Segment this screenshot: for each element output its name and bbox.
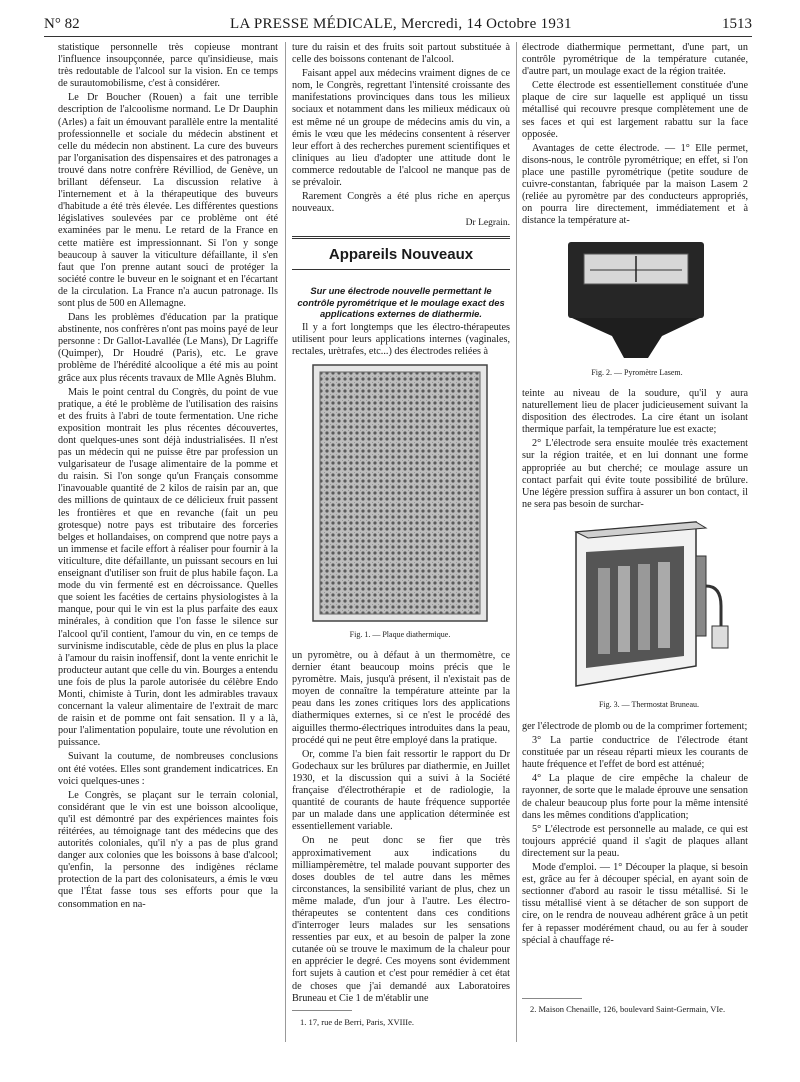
thermostat-illustration — [566, 516, 732, 696]
paragraph: Faisant appel aux médecins vraiment dignes de ce nom, le Congrès, regrettant l'intensité croissante des manifestations provinciques dans tous les milieux sociaux et notamment dans les milieux médicaux où est même né un groupe de médecins amis du vin, a émis le vœu que les médecins consentent à réserver leur effort à des recherches purement scientifiques et cliniques au lieu d'adopter une attitude dont le commerce redoutable de l'alcool ne manque pas de se prévaloir. — [292, 68, 510, 189]
journal-title: LA PRESSE MÉDICALE, Mercredi, 14 Octobre 1931 — [230, 16, 572, 32]
section-title: Appareils Nouveaux — [328, 246, 474, 263]
paragraph: Cette électrode est essentiellement constituée d'une plaque de cire sur laquelle est appliqué un tissu métallisé qui recouvre presque complètement une de ses faces et qui est largement rabattu sur la face opposée. — [522, 80, 748, 140]
article-subtitle: Sur une électrode nouvelle permettant le contrôle pyrométrique et le moulage exact des applications externes de diathermie. — [297, 285, 505, 319]
column-2-bottom — [292, 650, 510, 1007]
column-3-bottom — [522, 721, 748, 949]
column-3-top — [522, 42, 748, 229]
paragraph: 5° L'électrode est personnelle au malade, ce qui est toujours apprécié quand il s'agit de plaques allant directement sur la peau. — [522, 823, 748, 859]
paragraph: statistique personnelle très copieuse montrant l'influence insoupçonnée, parce qu'insidieuse, mais très redoutable de l'alcool sur la vision. En ce temps de surautomobilisme, c'est à considérer. — [58, 42, 278, 90]
paragraph: Le Dr Boucher (Rouen) a fait une terrible description de l'alcoolisme normand. Le Dr Dauphin (Arles) a fait un émouvant parallèle entre la mentalité professionnelle et sociale du médecin abstinent et celle du médecin non abstinent. La cure des buveurs par l'organisation des dispensaires et des patronages a trouvé dans notre confrère Révilliod, de Genève, un brillant défenseur. La discussion relative à l'internement et à la thérapeutique des buveurs d'habitude a été très élevée. Les différentes questions législatives soulevées par ce problème ont été examinées par le menu. Le retard de la France en cette matière est impressionnant. Si l'on y songe beaucoup à sauver la viticulture défaillante, il s'en faut que l'on prenne autant souci de protéger la société contre le buveur en le soignant et en l'écartant de la circulation. La France n'a aucun patronage. Ils sont plus de 500 en Allemagne. — [58, 92, 278, 309]
figure-3-caption: Fig. 3. — Thermostat Bruneau. — [598, 700, 700, 709]
figure-2-caption: Fig. 2. — Pyromètre Lasem. — [591, 368, 683, 377]
column-1 — [58, 42, 278, 913]
paragraph: On ne peut donc se fier que très approximativement aux indications du milliampèremètre, tel malade pouvant supporter des doses doubles de tel autre dans les mêmes circonstances, la sensibilité variant de plus, chez un même malade, d'un jour à l'autre. Les électro-thérapeutes se contentent dans ces conditions d'interroger leurs malades sur les sensations ressenties par eux, et au besoin de palper la zone cutanée où se trouve le maximum de la chaleur pour en apprécier le degré. Ces moyens sont évidemment fort sujets à caution et c'est pour remédier à cet état de choses que j'ai demandé aux Laboratoires Bruneau et Cie 1 de m'établir une — [292, 835, 510, 1004]
pyrometer-illustration — [566, 240, 708, 366]
article-intro — [292, 322, 510, 360]
paragraph: 4° La plaque de cire empêche la chaleur de rayonner, de sorte que le malade éprouve une sensation de chaleur beaucoup plus forte pour la même intensité dans les mêmes conditions d'application; — [522, 773, 748, 821]
paragraph: ger l'électrode de plomb ou de la comprimer fortement; — [522, 721, 748, 732]
paragraph: Il y a fort longtemps que les électro-thérapeutes utilisent pour leurs applications internes (vaginales, rectales, urètrafes, etc...) des électrodes reliées à — [292, 322, 510, 358]
section-heading-box — [292, 236, 510, 270]
footnote: 2. Maison Chenaille, 126, boulevard Saint-Germain, VIe. — [530, 1004, 726, 1014]
paragraph: électrode diathermique permettant, d'une part, un contrôle pyrométrique de la température cutanée, d'autre part, un moulage exact de la région traitée. — [522, 42, 748, 78]
footnote: 1. 17, rue de Berri, Paris, XVIIIe. — [300, 1017, 415, 1027]
diathermy-plate-illustration — [312, 364, 488, 622]
paragraph: teinte au niveau de la soudure, qu'il y aura naturellement lieu de placer judicieusement suivant la disposition des électrodes. La cire étant un isolant thermique parfait, la température lue est exacte; — [522, 388, 748, 436]
author-signature: Dr Legrain. — [465, 218, 510, 229]
footnote-rule — [522, 998, 582, 999]
column-divider — [516, 42, 517, 1042]
paragraph: Mode d'emploi. — 1° Découper la plaque, si besoin est, grâce au fer à découper spécial, en ayant soin de sectionner d'abord au rasoir le tissu métallisé. Si le tissu métallisé vient à se détacher de son support de cire, on le rendra de nouveau adhérent grâce à un petit fer à repasser modérément chaud, ou au fer à souder spécial à chauffage ré- — [522, 862, 748, 946]
column-2-top — [292, 42, 510, 231]
paragraph: Suivant la coutume, de nombreuses conclusions ont été votées. Elles sont grandement indicatrices. En voici quelques-unes : — [58, 751, 278, 787]
footnote-rule — [292, 1010, 352, 1011]
paragraph: ture du raisin et des fruits soit partout substituée à celle des boissons contenant de l'alcool. — [292, 42, 510, 66]
paragraph: Avantages de cette électrode. — 1° Elle permet, disons-nous, le contrôle pyrométrique; en effet, si l'on place une pastille pyrométrique (petite soudure de cuivre-constantan, fabriquée par la maison Lasem 2 (reliée au pyromètre par des conducteurs appropriés, on pourra lire directement, immédiatement et à distance la température at- — [522, 142, 748, 227]
page-number: 1513 — [722, 16, 752, 32]
paragraph: 2° L'électrode sera ensuite moulée très exactement sur la région traitée, et en lui donnant une forme appropriée au but cherché; ce moulage assure un contact parfait qui évite toute possibilité de brûlure. Une légère pression suffira à assurer un bon contact, il ne sera pas besoin de surchar- — [522, 438, 748, 510]
paragraph: Or, comme l'a bien fait ressortir le rapport du Dr Godechaux sur les brûlures par diathermie, en Juillet 1930, et la discussion qui a suivi à la Société française d'électrothérapie et de radiologie, la quantité de courants de haute fréquence supportée par un malade dans une application déterminée est essentiellement variable. — [292, 748, 510, 833]
paragraph: Dans les problèmes d'éducation par la pratique abstinente, nos confrères n'ont pas moins payé de leur personne : Dr Gallot-Lavallée (Le Mans), Dr Lagriffe (Quimper), Dr Houdré (Paris), etc. Le grave problème de l'hérédité alcoolique a été mis au point grâce aux plus récents travaux de Mlle Agnès Bluhm. — [58, 312, 278, 384]
page-header — [44, 14, 752, 37]
paragraph: 3° La partie conductrice de l'électrode étant constituée par un réseau réparti mieux les courants de haute fréquence et l'effet de bord est atténué; — [522, 735, 748, 771]
figure-1-caption: Fig. 1. — Plaque diathermique. — [349, 630, 451, 639]
paragraph: Le Congrès, se plaçant sur le terrain colonial, considérant que le vin est une boisson alcoolique, qu'il est démontré par des expériences maintes fois réitérées, au témoignage tant des médecins que des autorités coloniales, qu'il n'y a pas de plus grand danger aux colonies que les boissons à base d'alcool; qu'enfin, la personne des indigènes réclame protection de la part des colonisateurs, a émis le vœu que l'État fasse tous ses efforts pour que la consommation en na- — [58, 789, 278, 910]
column-3-middle — [522, 388, 748, 513]
paragraph: Rarement Congrès a été plus riche en aperçus nouveaux. — [292, 191, 510, 215]
paragraph: Mais le point central du Congrès, du point de vue pratique, a été le problème de l'utilisation des raisins et des fruits à l'abri de toute fermentation. Une riche exposition montrait les plus récentes découvertes, dont quelques-unes sont déjà industrialisées. Il n'est pas un médecin qui ne puisse être par profession un vulgarisateur de l'usage alimentaire de la pomme et du raisin. Si l'on songe qu'un Français consomme l'inavouable quantité de 2 kilos de raisin par an, que des millions de quintaux de ce délicieux fruit passent les frontières et que en revanche (fait un peu grotesque) notre pays est tributaire des forceries belges et hollandaises, on comprend que notre pays a un immense et facile effort à réaliser pour fournir à la viticulture, dite défaillante, un puissant secours en lui enseignant d'utiliser son fruit de plus habile façon. La mode du vin fermenté est en décroissance. Quelles que soient les facéties de certains physiologistes à la manque, pour qui le vin est la plus parfaite des eaux minérales, à condition que l'on fasse le silence sur l'alcool qu'il contient, l'amour du vin, en ce temps de survinisme indiscutable, cède de plus en plus la place à l'amour du raisin inoffensif, dont la vente enrichit le producteur autant que celle du vin. Bourges a entendu une fois de plus la parole autorisée du célèbre Endo Monti, chimiste à Turin, dont les admirables travaux concernant la valeur alimentaire de l'extrait de marc de raisin et de pomme ont fait sensation. Il y a là, pour l'alimentation populaire, toute une révolution en puissance. — [58, 386, 278, 749]
paragraph: un pyromètre, ou à défaut à un thermomètre, ce dernier étant beaucoup moins précis que le pyromètre. Mais, jusqu'à présent, il n'existait pas de moyen de connaître la température atteinte par la peau dans les zones critiques lors des applications diathermiques externes, si ce n'est le procédé des aiguilles thermo-électriques introduites dans la peau, procédé qui ne peut être employé dans la pratique. — [292, 650, 510, 746]
issue-number: N° 82 — [44, 16, 80, 32]
column-divider — [285, 42, 286, 1042]
